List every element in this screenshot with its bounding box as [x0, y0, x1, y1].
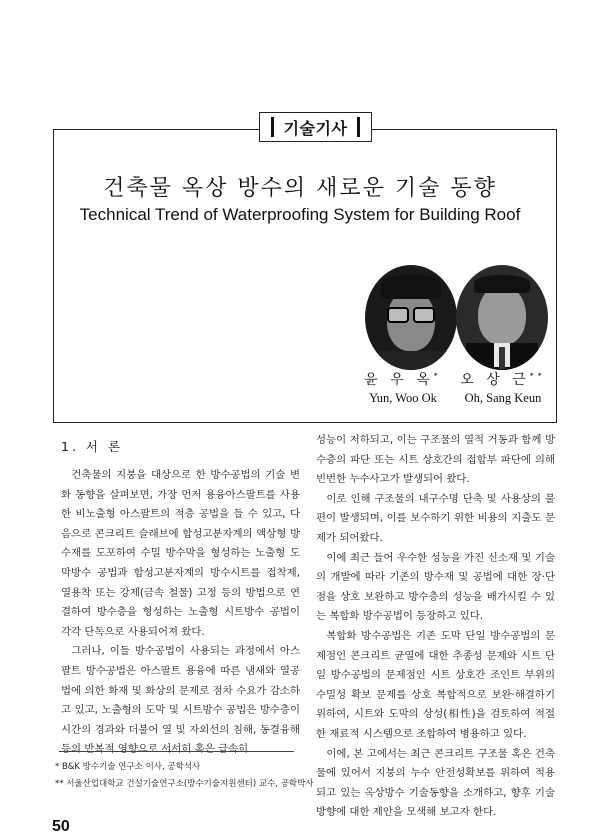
- author-photo-1: [365, 265, 457, 370]
- footnote-1: * B&K 방수기술 연구소 이사, 공학석사: [55, 762, 201, 772]
- category-tag: 기술기사: [283, 118, 348, 138]
- tag-bar-left: [271, 117, 274, 137]
- body-paragraph: 그러나, 이들 방수공법이 사용되는 과정에서 아스팔트 방수공법은 아스팔트 용융에 따른 냄새와 열공법에 의한 화재 및 화상의 문제로 점차 수요가 감소하고 있고, 노출형의 도막 및 시트방수 공법은 방수층이 시간의 경과와 더불어 열 및 자외선의 침해, 동결융해 등의 반복적 영향으로 서서히 혹은 급속히: [61, 645, 300, 756]
- body-paragraph: 복합화 방수공법은 기존 도막 단일 방수공법의 문제점인 콘크리트 균열에 대한 추종성 문제와 시트 단일 방수공법의 문제점인 시트 상호간 조인트 부위의 수밀성 확보 문제를 상호 복합적으로 보완·해결하기 위하여, 시트와 도막의 상성(相性)을 검토하여 적절한 재료적 시스템으로 조합하여 병용하고 있다.: [316, 629, 555, 740]
- author-2: [443, 369, 563, 406]
- body-paragraph: 이에 최근 들어 우수한 성능을 가진 신소재 및 기술의 개발에 따라 기존의 방수재 및 공법에 대한 장·단점을 상호 보완하고 방수층의 성능을 배가시킬 수 있는 복합화 방수공법이 등장하고 있다.: [316, 551, 555, 623]
- author-photo-2: [456, 265, 548, 370]
- author-2-name-english: Oh, Sang Keun: [464, 391, 542, 405]
- author-1-name-korean: 윤 우 옥*: [364, 371, 442, 388]
- author-2-name-korean: 오 상 근**: [460, 371, 546, 388]
- article-title-korean: 건축물 옥상 방수의 새로운 기술 동향: [103, 176, 497, 201]
- author-1-name-english: Yun, Woo Ok: [369, 391, 437, 405]
- body-paragraph: 이로 인해 구조물의 내구수명 단축 및 사용상의 불편이 발생되며, 이를 보수하기 위한 비용의 지출도 문제가 되어왔다.: [316, 492, 555, 544]
- article-title-english: Technical Trend of Waterproofing System for Building Roof: [79, 205, 521, 224]
- right-column: [316, 431, 555, 823]
- footnote-2: ** 서울산업대학교 건설기술연구소(방수기술지원센터) 교수, 공학박사: [55, 779, 314, 789]
- page-number: 50: [52, 818, 70, 835]
- body-paragraph: 건축물의 지붕을 대상으로 한 방수공법의 기술 변화 동향을 살펴보면, 가장 먼저 용융아스팔트를 사용한 비노출형 아스팔트의 적층 공법을 들 수 있고, 다음으로 콘크리트 슬래브에 합성고분자계의 액상형 방수재를 도포하여 수밀 방수막을 형성하는 노출형 도막방수 공법과 합성고분자계의 방수시트를 접착제, 열용착 또는 강제(금속 철물) 고정 등의 방법으로 연결하여 방수층을 형성하는 노출형 시트방수 공법이 각각 단독으로 사용되어져 왔다.: [61, 469, 300, 638]
- footnote-divider: [59, 751, 294, 752]
- section-heading: 1. 서 론: [61, 439, 124, 454]
- body-paragraph: 이에, 본 고에서는 최근 콘크리트 구조물 혹은 건축물에 있어서 지붕의 누수 안전성확보를 위하여 적용되고 있는 옥상방수 기술동향을 소개하고, 향후 기술방향에 대한 제안을 모색해 보고자 한다.: [316, 747, 555, 819]
- body-paragraph: 성능이 저하되고, 이는 구조물의 열적 거동과 함께 방수층의 파단 또는 시트 상호간의 접합부 파단에 의해 빈번한 누수사고가 발생되어 왔다.: [316, 434, 555, 486]
- left-column: [61, 466, 300, 760]
- category-tag-box: [259, 112, 372, 142]
- tag-bar-right: [357, 117, 360, 137]
